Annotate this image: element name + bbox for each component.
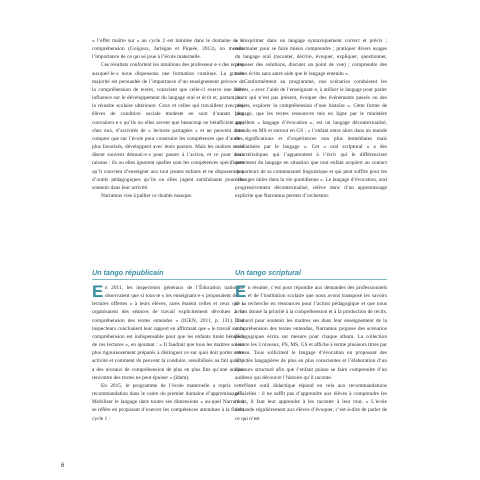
left-paragraph: Narramus vise à pallier ce double manque. [101, 192, 193, 199]
left-paragraph: « l’effet maître sur » au cycle 2 est minime dans le domaine de la compréhension (Goigoux, Jarlégan et Piquée, 2013), on mesure l’importance de ce qui se joue à l’école maternelle. [92, 38, 244, 61]
page-number: 6 [61, 463, 65, 469]
left-column [92, 37, 244, 422]
section-tango-scriptural [235, 268, 387, 423]
right-paragraph: « s’exprimer dans un langage syntaxiquement correct et précis ; reformuler pour se faire mieux comprendre ; pratiquer divers usages du langage oral (raconter, décrire, évoquer, expliquer, questionner, proposer des solutions, discuter un point de vue) ; comprendre des textes écrits sans autre aide que le langage entendu ». [235, 38, 387, 77]
section-paragraph: En 2015, le programme de l’école maternelle a repris cette recommandation dans le cadre du premier domaine d’apprentissage « Mobiliser le langage dans toutes ses dimensions » au-quel Narramus se réfère en proposant d’exercer les compétences attendues à la fin du cycle 1 : [92, 382, 244, 422]
dropcap: E [235, 282, 247, 301]
section-title: Un tango scriptural [235, 268, 387, 280]
right-paragraph: Conformément au programme, nos scénarios conduisent les élèves, « avec l’aide de l’enseignant·e, à utiliser le langage pour parler de ce qui n’est pas présent, évoquer des événements passés ou des projets, explorer la compréhension d’une histoire ». Cette forme de langage, que les textes ressources mis en ligne par le ministère appellent « langage d’évocation », est un langage décontextualisé, attendu en MS et surtout en GS : « l’enfant entre alors dans un monde de significations et d’expériences non plus immédiates mais médiatisées par le langage ». Cet « oral scriptural » a des caractéristiques qui l’apparentent à l’écrit qui le différencient nettement du langage en situation que tout enfant acquiert au contact de parleurs de sa communauté linguistique et qui peut suffire pour les échanges utiles dans la vie quotidienne ». Le langage d’évocation, oral progressivement décontextualisé, relève donc d’un apprentissage explicite que Narramus permet d’orchestrer. [235, 78, 387, 199]
section-paragraph: Notre outil didactique répond en cela aux recommandations officielles : il ne suffit pas d’apprendre aux élèves à comprendre les récits, il faut leur apprendre à les raconter à leur tour. « L’école demande régulièrement aux élèves d’évoquer, c’est-à-dire de parler de ce qui n’est [235, 382, 387, 422]
dropcap: E [92, 282, 104, 301]
paragraph-text: n résumé, c’est pour répondre aux demandes des professionnels et de l’institution scolaire que nous avons transposé les savoirs de la recherche en ressources pour l’action pédagogique et que nous avons donné la priorité à la compréhension et à la production de récits. D’abord pour soutenir les maîtres ses dans leur enseignement de la compréhension des textes entendus, Narramus propose des scénarios pédagogiques écrits sur mesure pour chaque album. La collection couvre les 3 niveaux, PS, MS, GS et affiche à terme plusieurs titres par niveau. Tous sollicitent le langage d’évocation en proposant des activités langagières de plus en plus conscientes et l’élaboration d’un discours structuré afin que l’enfant puisse se faire comprendre d’un auditeur qui découvre l’histoire qu’il raconte. [235, 285, 387, 381]
section-paragraph [92, 282, 247, 382]
section-paragraph [235, 284, 387, 382]
paragraph-text: n 2011, les inspecteurs généraux de l’Éducation nationale observaient que si tous·te·s les enseignant·e·s proposaient des « lectures offertes » à leurs élèves, rares étaient celles et ceux qui « organisaient des séances de travail explicitement dévolues à la compréhension des textes entendus » (IGEN, 2011, p. 131). Les inspecteurs concluaient leur rapport en affirmant que « le travail sur la compréhension est indispensable pour que les enfants tirent bénéfice de ces lectures », en ajoutant : « Il faudrait que tous les maîtres soient plus rigoureusement préparés à distinguer ce sur quoi doit porter cette activité et comment ils peuvent la conduire, sensibilisés au fait qu’il y a des niveaux de compréhension de plus en plus fins qu’une unique rencontre des textes ne peut épuiser » (Idem). [92, 285, 244, 381]
left-paragraph: Ces résultats confortent les intuitions des professeur·e·s des écoles auxquel·le·s nous dispensons une formation continue. La grande majorité est persuadée de l’importance d’un enseignement précoce de la compréhension de textes, conscient que celle-ci exerce une forte influence sur le développement du langage oral et écrit et, partant, sur la réussite scolaire ultérieure. Ceux et celles qui travaillent avec des élèves de condition sociale modeste en sont d’autant plus convaincu·e·s qu’ils ou elles savent que beaucoup ne bénéficient pas, chez eux, d’activités de « lectures partagées » et ne peuvent donc compter que sur l’école pour construire les compétences que d’autres, plus favorisés, développent avec leurs parents. Mais les maîtres ne se disent souvent démuni·e·s pour passer à l’action, et ce pour deux raisons : ils ou elles ignorent quelles sont les compétences spécifiques qu’il convient d’enseigner aux tout jeunes enfants et ne disposent pas d’outils pédagogiques qu’ils ou elles jugent satisfaisants pour les soutenir dans leur activité. [92, 62, 244, 191]
right-column [235, 37, 387, 422]
section-tango-republicain [92, 268, 247, 423]
section-title: Un tango républicain [92, 268, 244, 280]
